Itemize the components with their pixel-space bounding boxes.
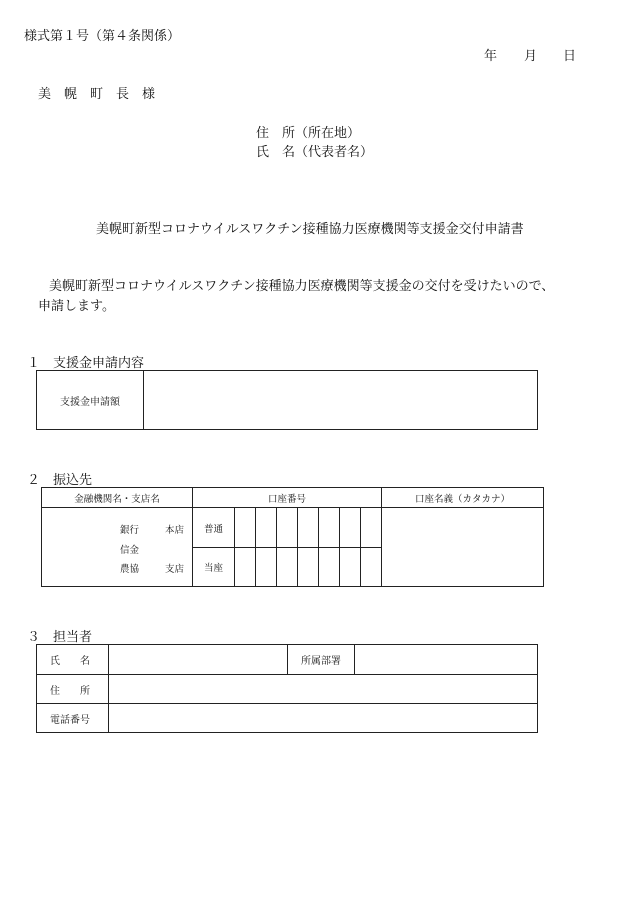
- section3-heading: ３ 担当者: [27, 630, 93, 645]
- date-day-label: 日: [563, 49, 577, 64]
- bank-type-shinkin: 信金: [120, 545, 140, 556]
- branch-type-main: 本店: [165, 525, 185, 536]
- bank-type-nokyo: 農協: [120, 564, 140, 575]
- contact-name-label: 氏 名: [37, 645, 109, 675]
- contact-name-input[interactable]: [109, 645, 288, 675]
- account-digit[interactable]: [277, 548, 298, 587]
- body-text-line1: 美幌町新型コロナウイルスワクチン接種協力医療機関等支援金の交付を受けたいので、: [49, 279, 555, 294]
- department-input[interactable]: [355, 645, 538, 675]
- form-title: 美幌町新型コロナウイルスワクチン接種協力医療機関等支援金交付申請書: [96, 222, 524, 237]
- account-digit[interactable]: [256, 548, 277, 587]
- department-label: 所属部署: [288, 645, 355, 675]
- application-amount-table: [36, 370, 538, 430]
- date-year-label: 年: [484, 49, 498, 64]
- phone-input[interactable]: [109, 704, 538, 733]
- bank-name-header: 金融機関名・支店名: [42, 488, 193, 508]
- applicant-name-label: 氏 名（代表者名）: [256, 145, 374, 160]
- addressee: 美 幌 町 長 様: [38, 87, 156, 102]
- branch-type-branch: 支店: [165, 564, 185, 575]
- bank-name-cell[interactable]: [42, 508, 193, 587]
- account-digit[interactable]: [298, 548, 319, 587]
- section1-heading: １ 支援金申請内容: [27, 356, 145, 371]
- account-digit[interactable]: [340, 508, 361, 548]
- account-digit[interactable]: [277, 508, 298, 548]
- account-digit[interactable]: [319, 508, 340, 548]
- date-month-label: 月: [524, 49, 538, 64]
- account-digit[interactable]: [235, 508, 256, 548]
- contact-person-table: [36, 644, 538, 733]
- account-digit[interactable]: [256, 508, 277, 548]
- account-digit[interactable]: [235, 548, 256, 587]
- section2-heading: ２ 振込先: [27, 473, 93, 488]
- amount-input[interactable]: [144, 371, 538, 430]
- account-digit[interactable]: [298, 508, 319, 548]
- bank-type-bank: 銀行: [120, 525, 140, 536]
- contact-address-label: 住 所: [37, 675, 109, 704]
- account-number-header: 口座番号: [193, 488, 382, 508]
- account-type-ordinary[interactable]: 普通: [193, 508, 235, 548]
- phone-label: 電話番号: [37, 704, 109, 733]
- bank-account-table: [41, 487, 544, 587]
- account-digit[interactable]: [361, 548, 382, 587]
- account-digit[interactable]: [340, 548, 361, 587]
- account-holder-header: 口座名義（カタカナ）: [382, 488, 544, 508]
- contact-address-input[interactable]: [109, 675, 538, 704]
- body-text-line2: 申請します。: [38, 299, 115, 314]
- account-holder-cell[interactable]: [382, 508, 544, 587]
- account-digit[interactable]: [319, 548, 340, 587]
- account-digit[interactable]: [361, 508, 382, 548]
- account-type-current[interactable]: 当座: [193, 548, 235, 587]
- form-number: 様式第１号（第４条関係）: [24, 29, 181, 44]
- applicant-address-label: 住 所（所在地）: [256, 126, 361, 141]
- amount-label: 支援金申請額: [37, 371, 144, 430]
